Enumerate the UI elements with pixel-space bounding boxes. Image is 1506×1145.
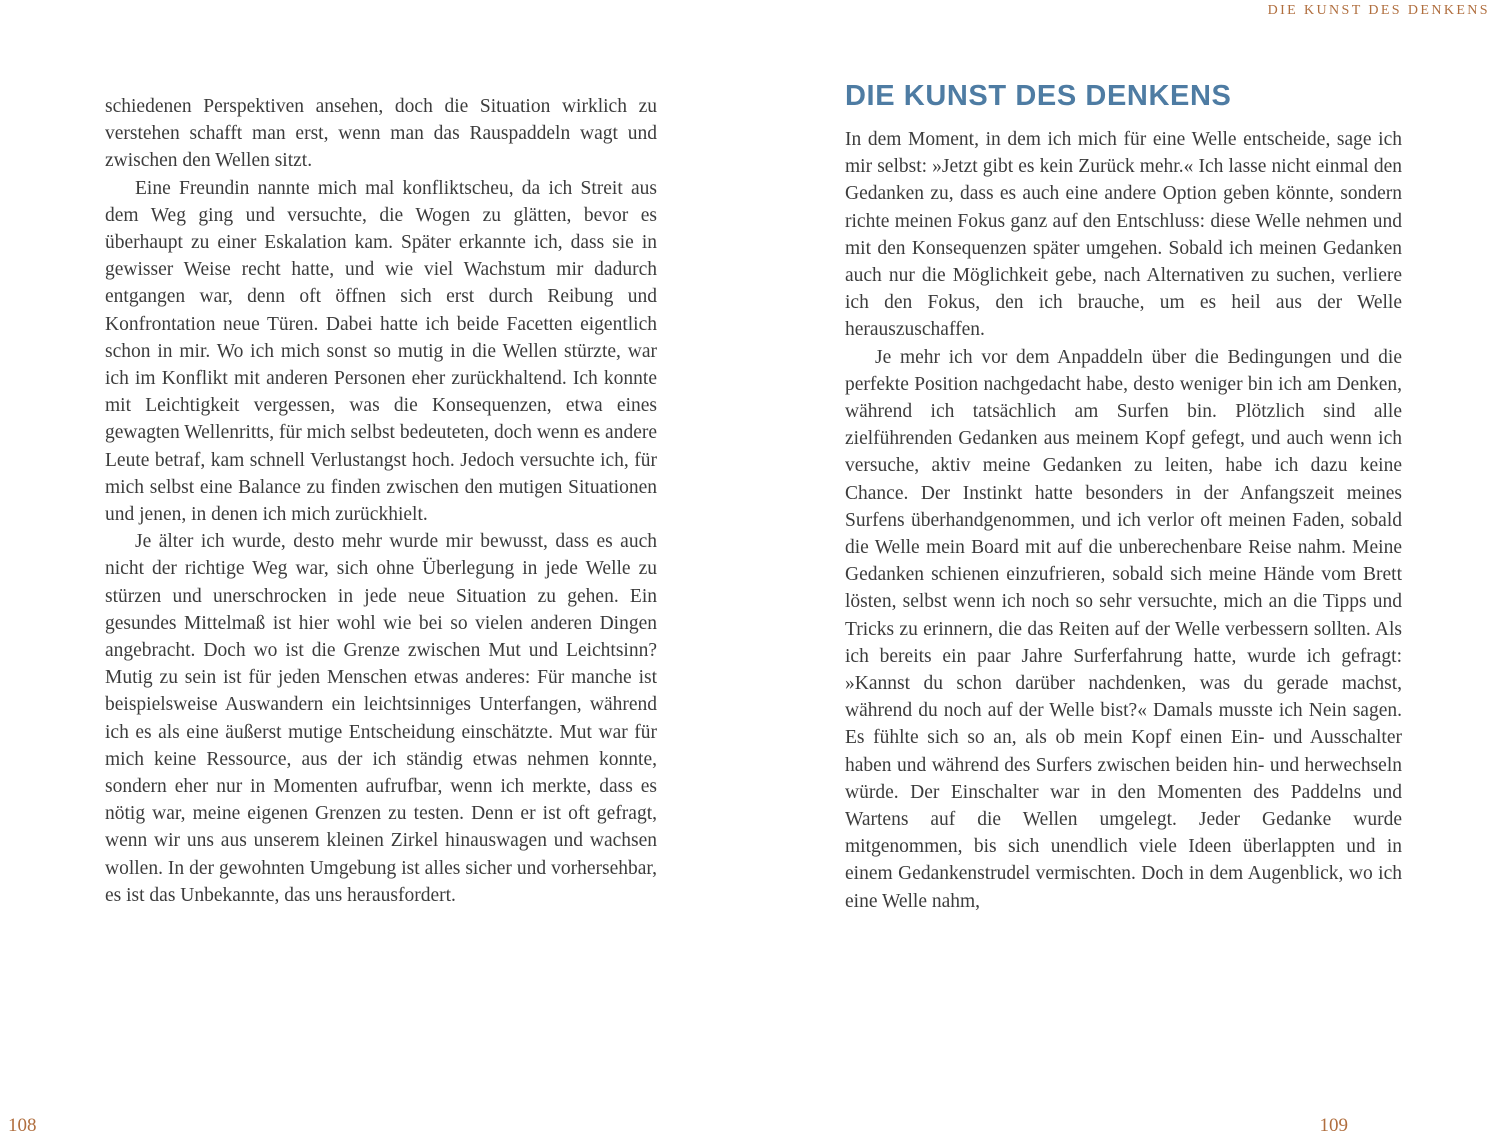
running-header: DIE KUNST DES DENKENS	[1267, 3, 1490, 18]
page-number-right: 109	[1319, 1115, 1348, 1136]
right-page	[753, 0, 1506, 1145]
right-paragraph: Je mehr ich vor dem Anpaddeln über die Bedingungen und die perfekte Position nachgedacht habe, desto weniger bin ich am Denken, während ich tatsächlich am Surfen bin. Plötzlich sind alle zielführenden Gedanken aus meinem Kopf gefegt, und auch wenn ich versuche, aktiv meine Gedanken zu leiten, habe ich dazu keine Chance. Der Instinkt hatte besonders in der Anfangszeit meines Surfens überhandgenommen, und ich verlor oft meinen Faden, sobald die Welle mein Board mit auf die unberechenbare Reise nahm. Meine Gedanken schienen einzufrieren, sobald sich meine Hände vom Brett lösten, selbst wenn ich noch so sehr versuchte, mich an die Tipps und Tricks zu erinnern, die das Reiten auf der Welle verbessern sollten. Als ich bereits ein paar Jahre Surferfahrung hatte, wurde ich gefragt: »Kannst du schon darüber nachdenken, was du gerade machst, während du noch auf der Welle bist?« Damals musste ich Nein sagen. Es fühlte sich so an, als ob mein Kopf einen Ein- und Ausschalter haben und während des Surfers zwischen beiden hin- und herwechseln würde. Der Einschalter war in den Momenten des Paddelns und Wartens auf die Wellen umgelegt. Jeder Gedanke wurde mitgenommen, bis sich unendlich viele Ideen überlappten und in einem Gedankenstrudel vermischten. Doch in dem Augenblick, wo ich eine Welle nahm,	[845, 346, 1402, 912]
left-paragraph: Eine Freundin nannte mich mal konfliktscheu, da ich Streit aus dem Weg ging und versuchte, die Wogen zu glätten, bevor es überhaupt zu einer Eskalation kam. Später erkannte ich, dass sie in gewisser Weise recht hatte, und wie viel Wachstum mir dadurch entgangen war, denn oft öffnen sich erst durch Reibung und Konfrontation neue Türen. Dabei hatte ich beide Facetten eigentlich schon in mir. Wo ich mich sonst so mutig in die Wellen stürzte, war ich im Konflikt mit anderen Personen eher zurückhaltend. Ich konnte mit Leichtigkeit vergessen, was die Konsequenzen, etwa eines gewagten Wellenritts, für mich selbst bedeuteten, doch wenn es andere Leute betraf, kam schnell Verlustangst hoch. Jedoch versuchte ich, für mich selbst eine Balance zu finden zwischen den mutigen Situationen und jenen, in denen ich mich zurückhielt.	[105, 177, 658, 526]
page-number-left: 108	[8, 1115, 37, 1136]
left-paragraph-continuation: schiedenen Perspektiven ansehen, doch die Situation wirklich zu verstehen schafft man erst, wenn man das Rauspaddeln wagt und zwischen den Wellen sitzt.	[105, 96, 657, 172]
left-paragraph: Je älter ich wurde, desto mehr wurde mir bewusst, dass es auch nicht der richtige Weg war, sich ohne Überlegung in jede Welle zu stürzen und unerschrocken in jede neue Situation zu gehen. Ein gesundes Mittelmaß ist hier wohl wie bei so vielen anderen Dingen angebracht. Doch wo ist die Grenze zwischen Mut und Leichtsinn? Mutig zu sein ist für jeden Menschen etwas anderes: Für manche ist beispielsweise Auswandern ein leichtsinniges Unterfangen, während ich es als eine äußerst mutige Entscheidung einschätzte. Mut war für mich keine Ressource, aus der ich ständig etwas nehmen konnte, sondern eher nur in Momenten aufrufbar, wenn ich merkte, dass es nötig war, meine eigenen Grenzen zu testen. Denn er ist oft gefragt, wenn wir uns aus unserem kleinen Zirkel hinauswagen und wachsen wollen. In der gewohnten Umgebung ist alles sicher und vorhersehbar, es ist das Unbekannte, das uns herausfordert.	[105, 531, 657, 906]
right-page-text-block	[845, 80, 1402, 915]
left-page-text-block	[105, 93, 657, 909]
chapter-heading: DIE KUNST DES DENKENS	[845, 80, 1232, 112]
right-paragraph: In dem Moment, in dem ich mich für eine Welle entscheide, sage ich mir selbst: »Jetzt gibt es kein Zurück mehr.« Ich lasse nicht einmal den Gedanken zu, dass es auch eine andere Option geben könnte, sondern richte meinen Fokus ganz auf den Entschluss: diese Welle nehmen und mit den Konsequenzen später umgehen. Sobald ich meinen Gedanken auch nur die Möglichkeit gebe, nach Alternativen zu suchen, verliere ich den Fokus, den ich brauche, um es heil aus der Welle herauszuschaffen.	[845, 129, 1402, 341]
